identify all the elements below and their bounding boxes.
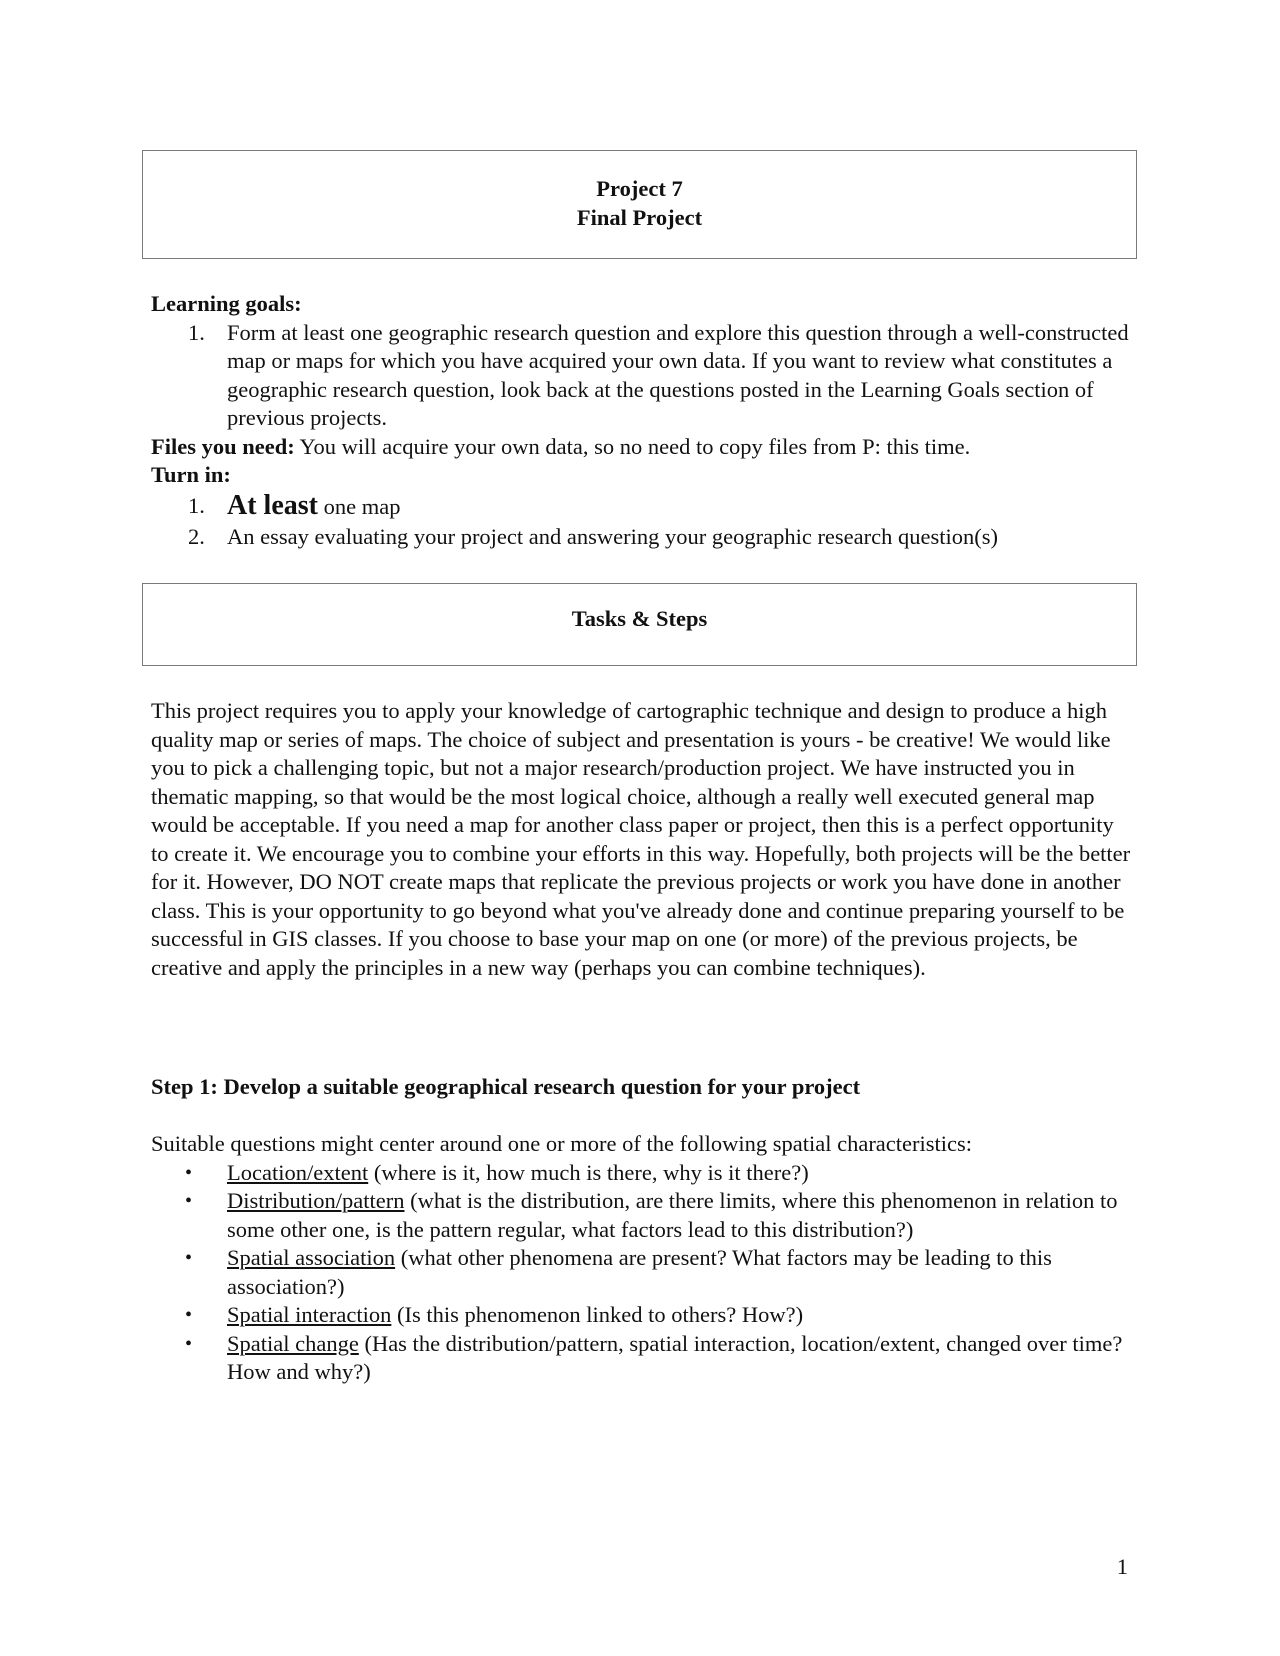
- characteristic-desc: (where is it, how much is there, why is it there?): [368, 1159, 809, 1185]
- step1-heading: Step 1: Develop a suitable geographical research question for your project: [151, 1074, 861, 1099]
- characteristic-term: Location/extent: [227, 1159, 369, 1185]
- tasks-header: Tasks & Steps: [571, 606, 708, 631]
- list-item: [151, 1301, 1131, 1330]
- turn-in-item: [151, 523, 1131, 552]
- list-number: 1.: [188, 319, 205, 345]
- step1-section: [151, 1073, 1131, 1387]
- spacer: [151, 1102, 1131, 1131]
- learning-goals-section: [151, 290, 1131, 551]
- turn-in-list: [151, 490, 1131, 552]
- characteristic-term: Distribution/pattern: [227, 1188, 405, 1213]
- bullet-icon: •: [185, 1161, 193, 1184]
- characteristic-desc: (Has the distribution/pattern, spatial interaction, location/extent, changed over time? How and why?): [227, 1330, 1123, 1384]
- spatial-characteristics-list: [151, 1159, 1131, 1387]
- characteristic-desc: (Is this phenomenon linked to others? How?): [391, 1302, 804, 1327]
- project-title: Final Project: [576, 204, 703, 230]
- files-line: [151, 433, 1131, 462]
- learning-goals-list: [151, 319, 1131, 433]
- characteristic-term: Spatial interaction: [227, 1302, 392, 1327]
- list-item: [151, 1159, 1131, 1188]
- list-number: 1.: [188, 492, 205, 518]
- bullet-icon: •: [185, 1247, 193, 1269]
- turn-in-text: one map: [317, 493, 401, 519]
- characteristic-term: Spatial change: [227, 1330, 359, 1356]
- files-label: Files you need:: [151, 433, 295, 459]
- title-box: [142, 150, 1137, 259]
- learning-goals-heading: Learning goals:: [151, 291, 302, 316]
- learning-goal-text: Form at least one geographic research question and explore this question through a well-constructed map or maps for which you have acquired your own data. If you want to review what constitutes a geographic research question, look back at the questions posted in the Learning Goals section of previous projects.: [227, 319, 1129, 430]
- bullet-icon: •: [185, 1304, 193, 1326]
- list-item: [151, 1187, 1131, 1244]
- intro-paragraph: This project requires you to apply your knowledge of cartographic technique and design to produce a high quality map or series of maps. The choice of subject and presentation is yours - be creative! We would like you to pick a challenging topic, but not a major research/production project. We have instructed you in thematic mapping, so that would be the most logical choice, although a really well executed general map would be acceptable. If you need a map for another class paper or project, then this is a perfect opportunity to create it. We encourage you to combine your efforts in this way. Hopefully, both projects will be the better for it. However, DO NOT create maps that replicate the previous projects or work you have done in another class. This is your opportunity to go beyond what you've already done and continue preparing yourself to be successful in GIS classes. If you choose to base your map on one (or more) of the previous projects, be creative and apply the principles in a new way (perhaps you can combine techniques).: [151, 698, 1131, 980]
- list-item: [151, 1330, 1131, 1387]
- step1-lead: Suitable questions might center around one or more of the following spatial characteristics:: [151, 1131, 973, 1156]
- turn-in-text: An essay evaluating your project and answering your geographic research question(s): [227, 523, 998, 549]
- bullet-icon: •: [185, 1190, 193, 1212]
- project-number: Project 7: [596, 176, 683, 201]
- list-item: [151, 1244, 1131, 1301]
- turn-in-heading: Turn in:: [151, 462, 231, 487]
- files-text: You will acquire your own data, so no need to copy files from P: this time.: [294, 433, 971, 459]
- characteristic-term: Spatial association: [227, 1245, 396, 1270]
- tasks-header-box: [142, 583, 1137, 666]
- characteristic-desc: (what other phenomena are present? What factors may be leading to this association?): [227, 1245, 1052, 1299]
- bullet-icon: •: [185, 1332, 193, 1355]
- page-number: 1: [1116, 1554, 1128, 1579]
- turn-in-emphasis: At least: [227, 489, 318, 521]
- characteristic-desc: (what is the distribution, are there limits, where this phenomenon in relation to some other one, is the pattern regular, what factors lead to this distribution?): [227, 1188, 1118, 1242]
- list-number: 2.: [188, 523, 205, 549]
- turn-in-item: [151, 490, 1131, 523]
- learning-goal-item: [151, 319, 1131, 433]
